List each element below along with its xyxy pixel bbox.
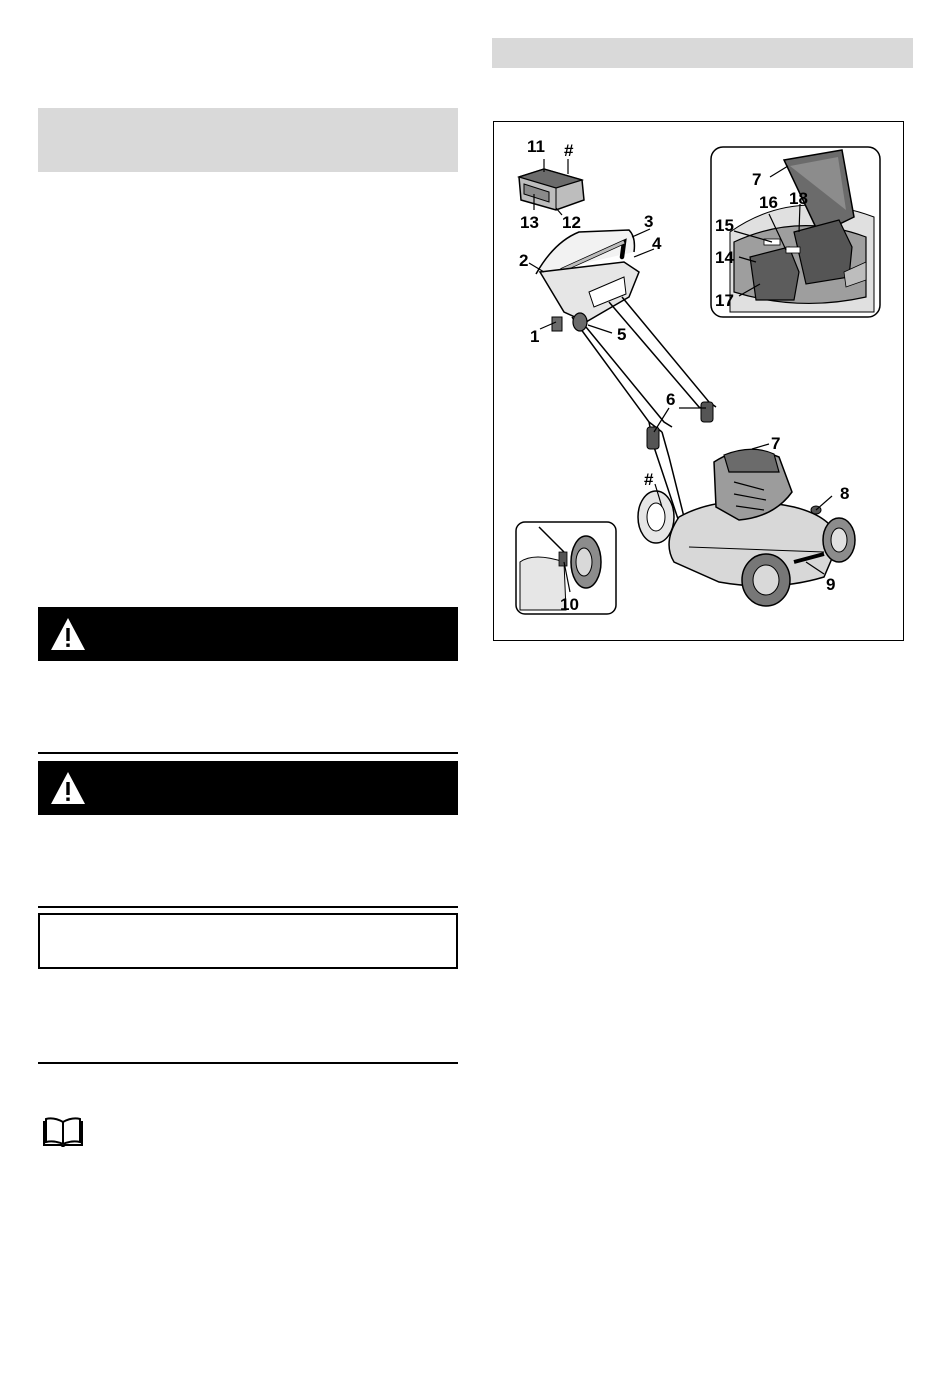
handle-illustration — [536, 230, 716, 522]
callout-15: 15 — [715, 216, 734, 235]
callout-hash-main: # — [644, 470, 654, 489]
divider-rule-1 — [38, 752, 458, 754]
callout-1: 1 — [530, 327, 540, 346]
lawn-mower-illustration — [494, 122, 903, 640]
callout-9: 9 — [826, 575, 836, 594]
callout-7-main: 7 — [771, 434, 781, 453]
divider-rule-3 — [38, 1062, 458, 1064]
lawn-mower-figure — [493, 121, 904, 641]
callout-12: 12 — [562, 213, 581, 232]
callout-7-inset: 7 — [752, 170, 762, 189]
warning-triangle-icon — [48, 614, 88, 654]
battery-pack-illustration — [519, 169, 584, 210]
callout-16: 16 — [759, 193, 778, 212]
callout-5: 5 — [617, 325, 627, 344]
callout-18: 18 — [789, 189, 808, 208]
callout-3: 3 — [644, 212, 654, 231]
warning-bar-2 — [38, 761, 458, 815]
callout-2: 2 — [519, 251, 529, 270]
open-book-icon — [42, 1117, 84, 1149]
left-section-header-block — [38, 108, 458, 172]
callout-hash-top: # — [564, 141, 574, 160]
callout-6: 6 — [666, 390, 676, 409]
callout-8: 8 — [840, 484, 850, 503]
right-section-header-bar — [492, 38, 913, 68]
callout-11: 11 — [527, 137, 545, 156]
callout-4: 4 — [652, 234, 662, 253]
warning-bar-1 — [38, 607, 458, 661]
callout-17: 17 — [715, 291, 734, 310]
warning-triangle-icon — [48, 768, 88, 808]
mower-deck-illustration — [638, 449, 855, 606]
callout-13: 13 — [520, 213, 539, 232]
callout-10: 10 — [560, 595, 579, 614]
divider-rule-2 — [38, 906, 458, 908]
notice-box — [38, 913, 458, 969]
callout-14: 14 — [715, 248, 734, 267]
